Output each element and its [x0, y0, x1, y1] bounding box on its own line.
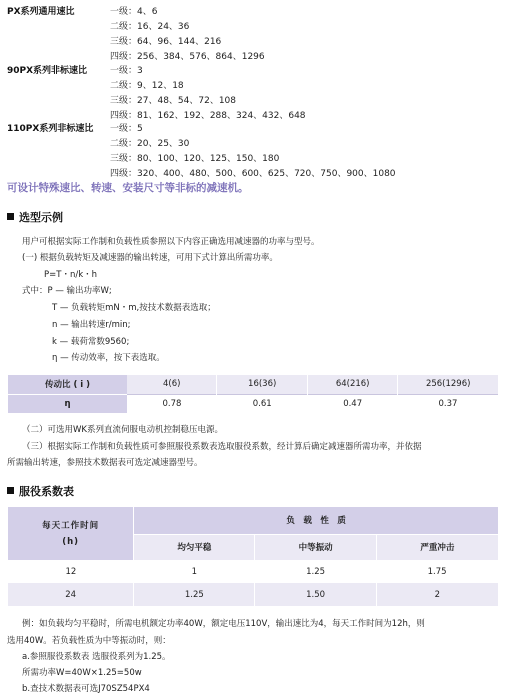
- square-bullet-icon: [7, 213, 14, 220]
- factor-cell: 1.25: [255, 560, 376, 583]
- efficiency-cell: 0.37: [398, 394, 498, 413]
- power-formula: P=T・n/k・h: [44, 270, 98, 280]
- efficiency-row-head: η: [8, 394, 127, 413]
- selection-step-3-line-1: （三）根据实际工作制和负载性质可参照服役系数表选取服役系数，经计算后确定减速器所需功率，并依据: [22, 442, 422, 452]
- efficiency-cell: 0.61: [217, 394, 307, 413]
- efficiency-table: [8, 375, 498, 413]
- factor-cell: 1.25: [134, 583, 255, 606]
- efficiency-cell: 0.78: [127, 394, 217, 413]
- table-row: [8, 583, 498, 606]
- daily-hours-head: 每天工作时间 (h): [8, 507, 134, 560]
- load-nature-head: 负 载 性 质: [134, 507, 498, 534]
- example-line-1: 例：如负载均匀平稳时，所需电机额定功率40W，额定电压110V，输出速比为4，每天工作时间为12h，则: [22, 619, 425, 629]
- ratio-cell: 64(216): [307, 375, 398, 394]
- ratio-cell: 4(6): [127, 375, 217, 394]
- service-section-title: 服役系数表: [7, 483, 74, 499]
- ratio-row-head: 传动比 ( i ): [8, 375, 127, 394]
- col-severe: 严重冲击: [376, 534, 498, 560]
- factor-cell: 2: [376, 583, 498, 606]
- custom-design-note: 可设计特殊速比、转速、安装尺寸等非标的减速机。: [7, 182, 249, 194]
- px-series-title: PX系列通用速比: [7, 7, 75, 17]
- level-item: 一级：4、6: [110, 7, 158, 17]
- level-item: 三级：80、100、120、125、150、180: [110, 154, 280, 164]
- level-item: 四级：81、162、192、288、324、432、648: [110, 111, 306, 121]
- var-efficiency: η — 传动效率，按下表选取。: [52, 353, 165, 363]
- example-step-a: a.参照服役系数表 选服役系列为1.25。: [22, 652, 171, 662]
- ratio-cell: 256(1296): [398, 375, 498, 394]
- example-line-2: 选用40W。若负载性质为中等振动时，则：: [7, 636, 171, 646]
- efficiency-cell: 0.47: [307, 394, 398, 413]
- where-label: 式中：P — 输出功率W;: [22, 286, 112, 296]
- level-item: 一级：5: [110, 124, 143, 134]
- hours-cell: 24: [8, 583, 134, 606]
- selection-step-2: （二）可选用WK系列直流伺服电动机控制稳压电源。: [22, 425, 223, 435]
- level-item: 一级：3: [110, 66, 143, 76]
- level-item: 二级：16、24、36: [110, 22, 190, 32]
- ratio-cell: 16(36): [217, 375, 307, 394]
- square-bullet-icon: [7, 487, 14, 494]
- var-speed: n — 输出转速r/min;: [52, 320, 131, 330]
- table-row: [8, 560, 498, 583]
- level-item: 四级：320、400、480、500、600、625、720、750、900、1080: [110, 169, 396, 179]
- selection-step-3-line-2: 所需输出转速，参照技术数据表可选定减速器型号。: [7, 458, 203, 468]
- level-item: 三级：27、48、54、72、108: [110, 96, 237, 106]
- factor-cell: 1: [134, 560, 255, 583]
- level-item: 二级：9、12、18: [110, 81, 184, 91]
- var-load-constant: k — 载荷常数9560;: [52, 337, 130, 347]
- service-factor-table: [8, 507, 498, 606]
- factor-cell: 1.50: [255, 583, 376, 606]
- example-power: 所需功率W=40W×1.25=50w: [22, 668, 142, 678]
- selection-step-1: (一) 根据负载转矩及减速器的输出转速，可用下式计算出所需功率。: [22, 253, 278, 263]
- level-item: 二级：20、25、30: [110, 139, 190, 149]
- 90px-series-title: 90PX系列非标速比: [7, 66, 88, 76]
- col-uniform: 均匀平稳: [134, 534, 255, 560]
- level-item: 四级：256、384、576、864、1296: [110, 52, 265, 62]
- hours-cell: 12: [8, 560, 134, 583]
- selection-section-title: 选型示例: [7, 209, 63, 225]
- var-torque: T — 负载转矩mN・m,按技术数据表选取；: [52, 303, 216, 313]
- 110px-series-title: 110PX系列非标速比: [7, 124, 94, 134]
- example-step-b: b.查技术数据表可选J70SZ54PX4: [22, 684, 150, 694]
- selection-intro: 用户可根据实际工作制和负载性质参照以下内容正确选用减速器的功率与型号。: [22, 237, 320, 247]
- factor-cell: 1.75: [376, 560, 498, 583]
- level-item: 三级：64、96、144、216: [110, 37, 222, 47]
- col-moderate: 中等振动: [255, 534, 376, 560]
